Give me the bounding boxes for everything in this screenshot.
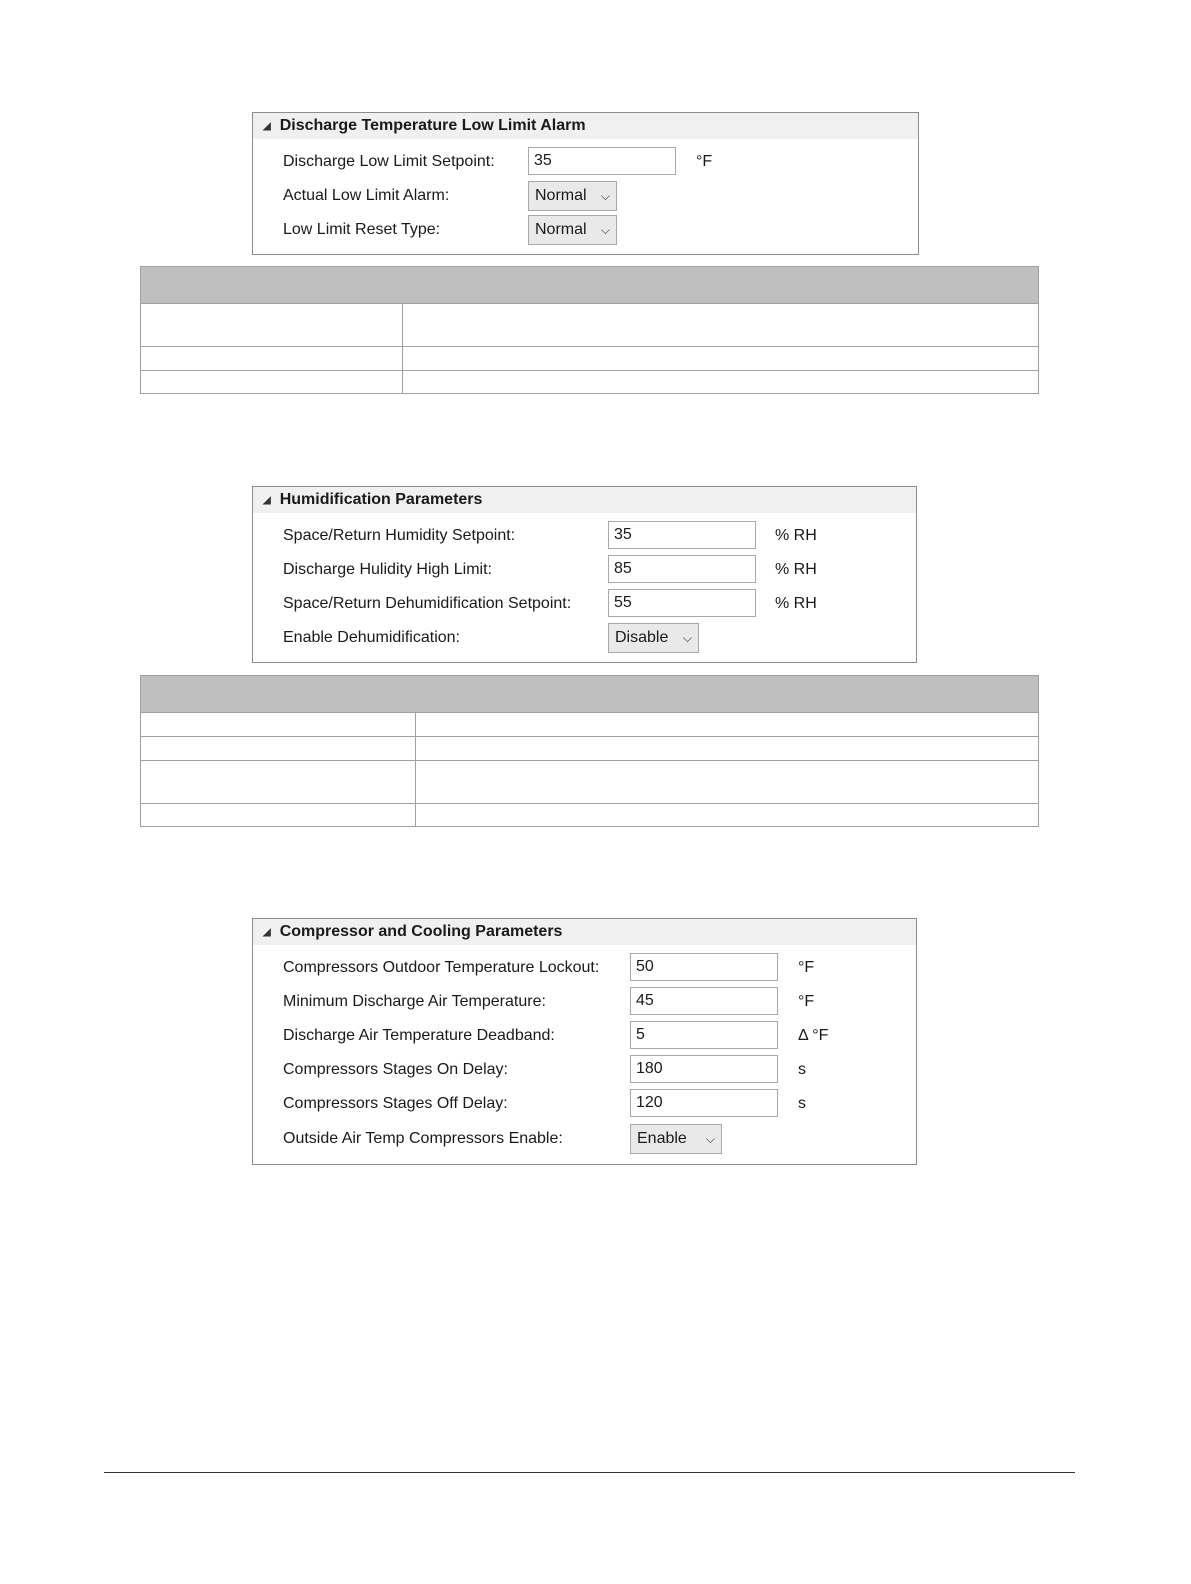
discharge-air-temp-deadband-input[interactable] xyxy=(630,1021,778,1049)
table-row xyxy=(141,303,1038,346)
table-row xyxy=(141,712,1038,736)
panel-title: Discharge Temperature Low Limit Alarm xyxy=(279,117,586,134)
table-cell xyxy=(141,804,416,826)
unit-label: s xyxy=(798,1061,806,1078)
outside-air-compressors-enable-select[interactable] xyxy=(630,1124,722,1154)
chevron-down-icon: ⌵ xyxy=(600,188,610,203)
unit-label: % RH xyxy=(775,527,817,544)
field-label: Actual Low Limit Alarm: xyxy=(283,187,450,204)
unit-label: % RH xyxy=(775,561,817,578)
discharge-air-temp-deadband-row xyxy=(253,1021,916,1051)
unit-label: s xyxy=(798,1095,806,1112)
field-label: Low Limit Reset Type: xyxy=(283,221,441,238)
stages-on-delay-row xyxy=(253,1055,916,1085)
actual-low-limit-alarm-select[interactable] xyxy=(528,181,617,211)
humidification-parameters-panel xyxy=(252,486,917,663)
field-label: Space/Return Dehumidification Setpoint: xyxy=(283,595,572,612)
unit-label: °F xyxy=(798,993,815,1010)
panel-header[interactable] xyxy=(253,487,916,513)
table-cell xyxy=(416,713,1038,736)
table-cell xyxy=(141,713,416,736)
table-cell xyxy=(416,737,1038,760)
field-label: Compressors Outdoor Temperature Lockout: xyxy=(283,959,600,976)
reference-table-1 xyxy=(140,266,1039,394)
table-cell xyxy=(141,347,403,370)
field-label: Outside Air Temp Compressors Enable: xyxy=(283,1130,563,1147)
actual-low-limit-alarm-row xyxy=(253,181,918,211)
outside-air-compressors-enable-row xyxy=(253,1124,916,1154)
table-row xyxy=(141,803,1038,826)
panel-header[interactable] xyxy=(253,113,918,139)
stages-on-delay-input[interactable] xyxy=(630,1055,778,1083)
table-cell xyxy=(141,304,403,346)
select-value: Normal xyxy=(535,221,587,238)
chevron-down-icon: ⌵ xyxy=(705,1131,715,1146)
footer-divider xyxy=(104,1472,1075,1473)
unit-label: °F xyxy=(696,153,713,170)
field-label: Compressors Stages Off Delay: xyxy=(283,1095,508,1112)
field-label: Compressors Stages On Delay: xyxy=(283,1061,508,1078)
table-cell xyxy=(403,371,1038,393)
dehumidification-setpoint-input[interactable] xyxy=(608,589,756,617)
table-cell xyxy=(141,737,416,760)
chevron-down-icon: ⌵ xyxy=(600,222,610,237)
table-cell xyxy=(416,804,1038,826)
chevron-down-icon: ⌵ xyxy=(682,630,692,645)
low-limit-reset-type-select[interactable] xyxy=(528,215,617,245)
humidity-setpoint-row xyxy=(253,521,916,551)
humidity-setpoint-input[interactable] xyxy=(608,521,756,549)
triangle-collapse-icon[interactable]: ◢ xyxy=(263,494,271,506)
enable-dehumidification-row xyxy=(253,623,916,653)
table-cell xyxy=(416,761,1038,803)
table-cell xyxy=(403,347,1038,370)
panel-title: Compressor and Cooling Parameters xyxy=(279,923,563,940)
field-label: Discharge Low Limit Setpoint: xyxy=(283,153,495,170)
triangle-collapse-icon[interactable]: ◢ xyxy=(263,926,271,938)
table-header xyxy=(141,676,1038,712)
panel-header[interactable] xyxy=(253,919,916,945)
table-row xyxy=(141,760,1038,803)
compressor-cooling-parameters-panel xyxy=(252,918,917,1165)
unit-label: °F xyxy=(798,959,815,976)
humidity-high-limit-input[interactable] xyxy=(608,555,756,583)
panel-title: Humidification Parameters xyxy=(279,491,483,508)
dehumidification-setpoint-row xyxy=(253,589,916,619)
discharge-low-limit-setpoint-row xyxy=(253,147,918,177)
reference-table-2 xyxy=(140,675,1039,827)
table-cell xyxy=(141,761,416,803)
select-value: Disable xyxy=(615,629,669,646)
table-header xyxy=(141,267,1038,303)
table-row xyxy=(141,370,1038,393)
select-value: Normal xyxy=(535,187,587,204)
field-label: Discharge Air Temperature Deadband: xyxy=(283,1027,555,1044)
minimum-discharge-air-temp-row xyxy=(253,987,916,1017)
field-label: Minimum Discharge Air Temperature: xyxy=(283,993,546,1010)
unit-label: Δ °F xyxy=(798,1027,829,1044)
field-label: Space/Return Humidity Setpoint: xyxy=(283,527,516,544)
field-label: Discharge Hulidity High Limit: xyxy=(283,561,492,578)
outdoor-temperature-lockout-input[interactable] xyxy=(630,953,778,981)
table-cell xyxy=(141,371,403,393)
minimum-discharge-air-temp-input[interactable] xyxy=(630,987,778,1015)
stages-off-delay-row xyxy=(253,1089,916,1119)
field-label: Enable Dehumidification: xyxy=(283,629,460,646)
stages-off-delay-input[interactable] xyxy=(630,1089,778,1117)
select-value: Enable xyxy=(637,1130,687,1147)
outdoor-temperature-lockout-row xyxy=(253,953,916,983)
table-cell xyxy=(403,304,1038,346)
enable-dehumidification-select[interactable] xyxy=(608,623,699,653)
table-row xyxy=(141,736,1038,760)
unit-label: % RH xyxy=(775,595,817,612)
discharge-low-limit-panel xyxy=(252,112,919,255)
table-row xyxy=(141,346,1038,370)
triangle-collapse-icon[interactable]: ◢ xyxy=(263,120,271,132)
humidity-high-limit-row xyxy=(253,555,916,585)
discharge-low-limit-setpoint-input[interactable] xyxy=(528,147,676,175)
low-limit-reset-type-row xyxy=(253,215,918,245)
